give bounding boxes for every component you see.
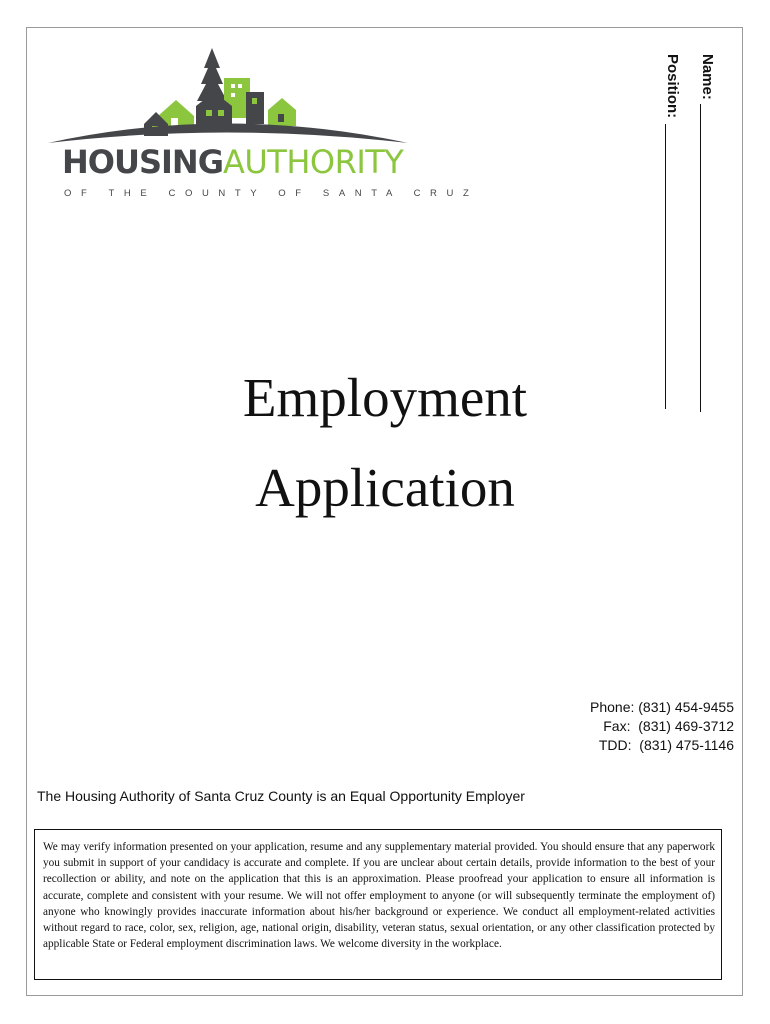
title-line-1: Employment: [242, 367, 528, 428]
contact-block: [590, 698, 734, 755]
contact-tdd: TDD: (831) 475-1146: [598, 737, 734, 753]
name-field[interactable]: [697, 54, 717, 414]
eeo-statement: The Housing Authority of Santa Cruz County is an Equal Opportunity Employer: [37, 788, 525, 804]
contact-phone: Phone: (831) 454-9455: [590, 699, 734, 715]
logo-word-housing: HOUSING: [62, 143, 223, 181]
title-line-2: Application: [255, 457, 515, 518]
position-line: [665, 124, 666, 409]
logo-word-authority: AUTHORITY: [222, 143, 404, 181]
disclaimer-text: We may verify information presented on your application, resume and any supplementary material provided. You should ensure that any paperwork you submit in support of your candidacy is accurate and complete. If you are unclear about certain details, provide information to the best of your recollection or ability, and note on the application that this is an approximation. Please proofread your application to ensure all information is accurate, complete and consistent with your resume. We will not offer employment to anyone (or will subsequently terminate the employment of) anyone who knowingly provides inaccurate information about his/her background or experience. We conduct all employment-related activities without regard to race, color, sex, religion, age, national origin, disability, veteran status, sexual orientation, or any other classification protected by applicable State or Federal employment discrimination laws. We welcome diversity in the workplace.: [43, 841, 715, 951]
position-field[interactable]: [662, 54, 682, 414]
name-line: [700, 104, 701, 412]
name-label: Name:: [699, 54, 716, 100]
housing-authority-logo: [46, 46, 479, 206]
logo-houses-graphic: [46, 46, 411, 151]
position-label: Position:: [664, 54, 681, 119]
logo-subline: OF THE COUNTY OF SANTA CRUZ: [64, 188, 479, 199]
logo-wordmark: [62, 143, 404, 181]
disclaimer-box: [34, 829, 722, 980]
contact-fax: Fax: (831) 469-3712: [603, 718, 734, 734]
